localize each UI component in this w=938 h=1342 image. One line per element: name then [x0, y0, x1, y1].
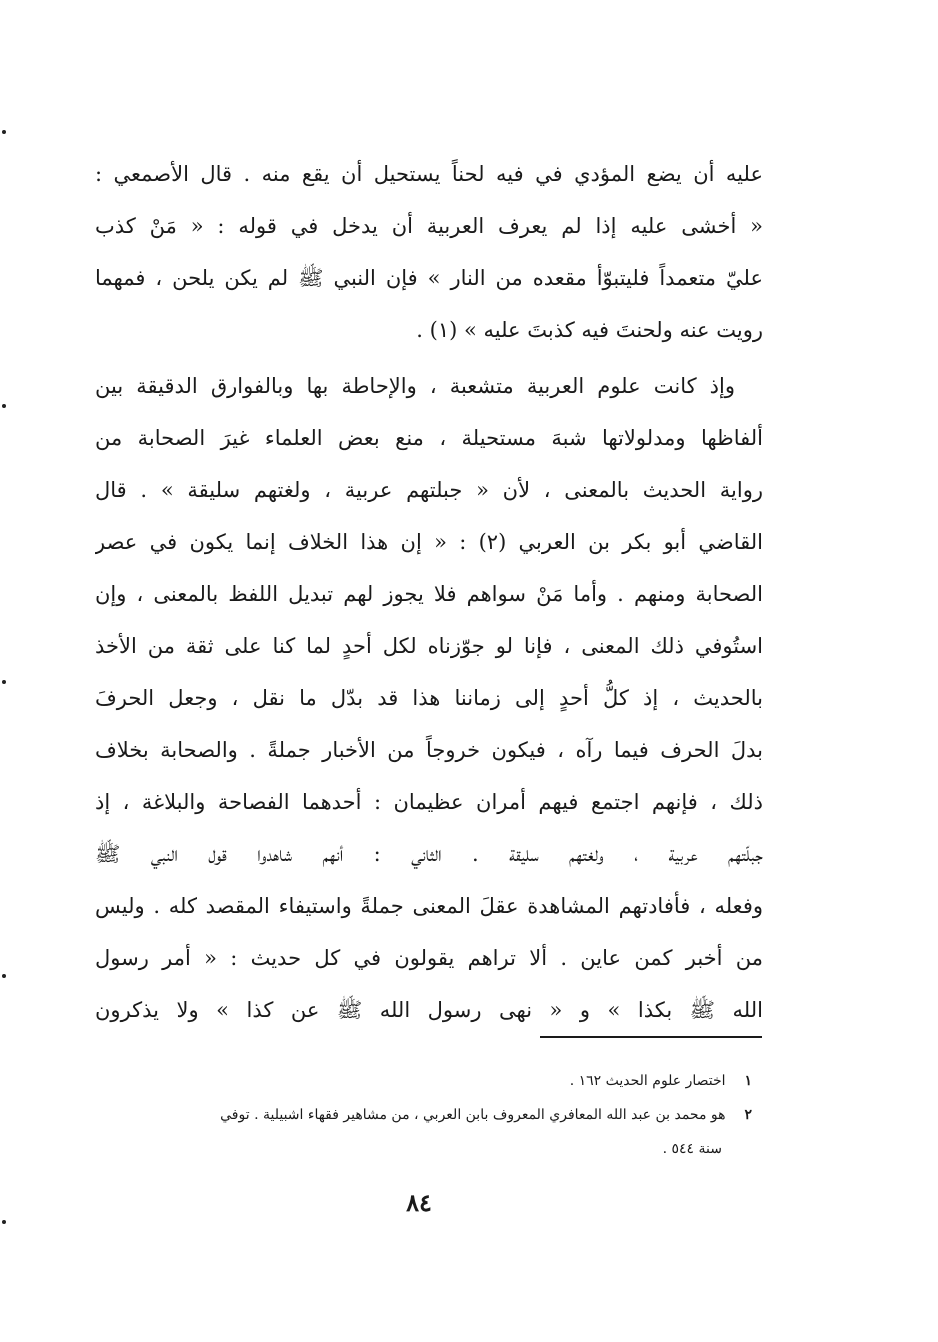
- scan-speck: [2, 404, 6, 408]
- text-line: وفعله ، فأفادتهم المشاهدة عقلَ المعنى جملةً واستيفاء المقصد كله . وليس: [95, 894, 763, 918]
- footnote-separator: [540, 1036, 762, 1038]
- page-number: ٨٤: [406, 1188, 432, 1217]
- text-line: عليّ متعمداً فليتبوّأ مقعده من النار » فإن النبي ﷺ لم يكن يلحن ، فمهما: [95, 266, 763, 290]
- paragraph-2: [95, 360, 763, 1036]
- text-line: رواية الحديث بالمعنى ، لأن « جبلتهم عربية ، ولغتهم سليقة » . قال: [95, 478, 763, 502]
- text-line: من أخبر كمن عاين . ألا تراهم يقولون في كل حديث : « أمر رسول: [95, 946, 763, 970]
- footnote-text: هو محمد بن عبد الله المعافري المعروف بابن العربي ، من مشاهير فقهاء اشبيلية . توفي: [220, 1107, 726, 1123]
- text-line: القاضي أبو بكر بن العربي (٢) : « إن هذا الخلاف إنما يكون في عصر: [95, 530, 763, 554]
- scan-speck: [2, 974, 6, 978]
- footnote-2: [80, 1098, 752, 1132]
- footnote-text: اختصار علوم الحديث ١٦٢ .: [569, 1073, 726, 1089]
- text-line: الصحابة ومنهم . وأما مَنْ سواهم فلا يجوز لهم تبديل اللفظ بالمعنى ، وإن: [95, 582, 763, 606]
- text-line: وإذ كانت علوم العربية متشعبة ، والإحاطة بها وبالفوارق الدقيقة بين: [95, 374, 735, 398]
- text-line: « أخشى عليه إذا لم يعرف العربية أن يدخل في قوله : « مَنْ كذب: [95, 214, 763, 238]
- footnote-1: [80, 1064, 752, 1098]
- text-line: جبلّتهم عربية ، ولغتهم سليقة . الثاني : أنهم شاهدوا قول النبي ﷺ: [95, 842, 763, 866]
- text-line: بالحديث ، إذ كلُّ أحدٍ إلى زماننا هذا قد بدّل ما نقل ، وجعل الحرفَ: [95, 686, 763, 710]
- text-line: الله ﷺ بكذا » و « نهى رسول الله ﷺ عن كذا » ولا يذكرون: [95, 998, 763, 1022]
- text-line: عليه أن يضع المؤدي في فيه لحناً يستحيل أن يقع منه . قال الأصمعي :: [95, 162, 763, 186]
- scan-speck: [2, 1220, 6, 1224]
- text-line: ذلك ، فإنهم اجتمع فيهم أمران عظيمان : أحدهما الفصاحة والبلاغة ، إذ: [95, 790, 763, 814]
- scan-speck: [2, 130, 6, 134]
- text-line: ألفاظها ومدلولاتها شبهَ مستحيلة ، منع بعض العلماء غيرَ الصحابة من: [95, 426, 763, 450]
- footnote-2-continuation: [80, 1132, 752, 1166]
- footnote-number: ٢: [744, 1107, 752, 1123]
- text-line: استُوفي ذلك المعنى ، فإنا لو جوّزناه لكل أحدٍ لما كنا على ثقة من الأخذ: [95, 634, 763, 658]
- footnote-number: ١: [744, 1073, 752, 1089]
- footnote-text: سنة ٥٤٤ .: [662, 1141, 722, 1157]
- footnotes: [80, 1064, 752, 1166]
- scan-speck: [2, 680, 6, 684]
- text-line: بدلَ الحرف فيما رآه ، فيكون خروجاً من الأخبار جملةً . والصحابة بخلاف: [95, 738, 763, 762]
- paragraph-1: [95, 148, 763, 356]
- text-line: رويت عنه ولحنتَ فيه كذبتَ عليه » (١) .: [416, 318, 763, 342]
